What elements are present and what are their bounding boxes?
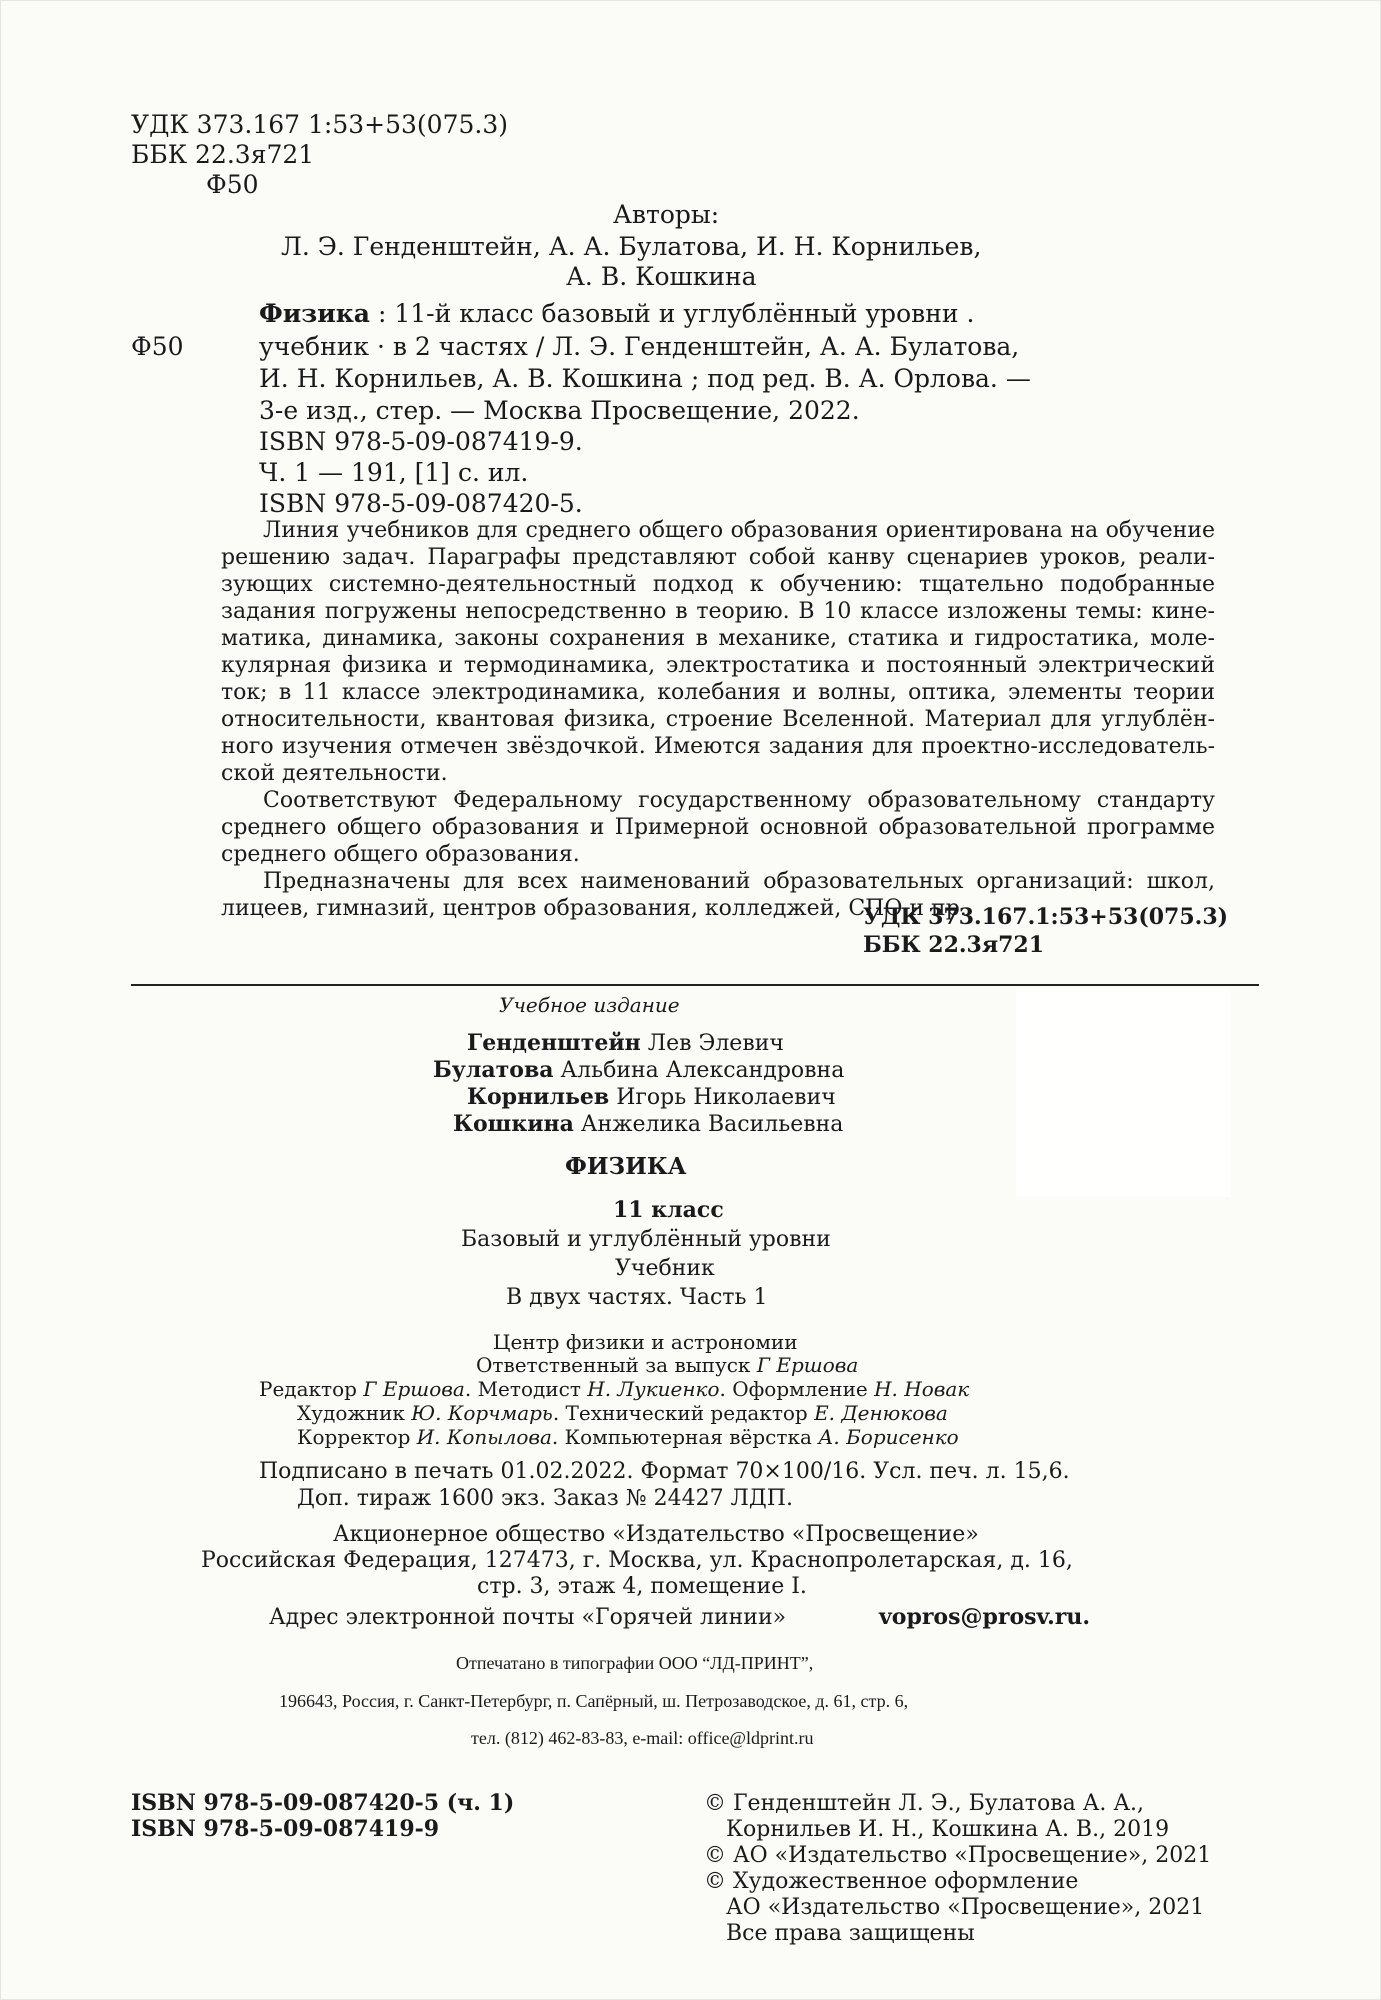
annotation-bbk: ББК 22.3я721 [863, 932, 1045, 958]
responsible-line [476, 1352, 858, 1379]
bib-line-2: учебник · в 2 частях / Л. Э. Генденштейн, А. А. Булатова, [259, 332, 1020, 361]
artist-label: Художник [297, 1401, 412, 1425]
author-surname: Кошкина [453, 1111, 574, 1137]
printer-contacts: тел. (812) 462-83-83, e-mail: office@ldprint.ru [471, 1728, 814, 1748]
bib-title-line [259, 298, 1209, 330]
artist-name: Ю. Корчмарь [411, 1401, 553, 1425]
design-label: . Оформление [719, 1377, 875, 1401]
author-surname: Корнильев [467, 1084, 610, 1110]
annotation-line: задания погружены непосредственно в теорию. В 10 классе изложены темы: кине- [221, 599, 1215, 624]
author-given-names: Альбина Александровна [553, 1058, 845, 1083]
center: Центр физики и астрономии [493, 1330, 798, 1354]
annotation-line: решению задач. Параграфы представляют собой канву сценариев уроков, реали- [221, 545, 1215, 570]
author-given-names: Анжелика Васильевна [573, 1112, 844, 1137]
book-grade: 11 класс [613, 1197, 724, 1223]
annotation-line: кулярная физика и термодинамика, электростатика и постоянный электрический [221, 653, 1215, 678]
annotation-line: относительности, квантовая физика, строение Вселенной. Материал для углублён- [221, 707, 1215, 732]
bib-part: Ч. 1 — 191, [1] с. ил. [259, 458, 529, 487]
design-name: Н. Новак [874, 1377, 970, 1401]
responsible-label: Ответственный за выпуск [476, 1353, 757, 1377]
copyright-line: Корнильев И. Н., Кошкина А. В., 2019 [726, 1817, 1170, 1842]
printed-at: Отпечатано в типографии ООО “ЛД-ПРИНТ”, [456, 1653, 814, 1673]
responsible-person: Г Ершова [756, 1353, 859, 1377]
authors-line-1: Л. Э. Генденштейн, А. А. Булатова, И. Н. Корнильев, [281, 232, 982, 261]
signed-line: Подписано в печать 01.02.2022. Формат 70×100/16. Усл. печ. л. 15,6. [259, 1459, 1070, 1484]
annotation-line: Линия учебников для среднего общего образования ориентирована на обучение [263, 518, 1215, 543]
layout-label: . Компьютерная вёрстка [551, 1425, 819, 1449]
methodist-name: Н. Лукиенко [587, 1377, 720, 1401]
annotation-line: матика, динамика, законы сохранения в механике, статика и гидростатика, моле- [221, 626, 1215, 651]
annotation-line: Предназначены для всех наименований образовательных организаций: школ, [263, 869, 1215, 894]
layout-name: А. Борисенко [818, 1425, 959, 1449]
bib-isbn-2: ISBN 978-5-09-087420-5. [259, 489, 583, 518]
isbn-all: ISBN 978-5-09-087419-9 [131, 1816, 440, 1842]
printer-address: 196643, Россия, г. Санкт-Петербург, п. Сапёрный, ш. Петрозаводское, д. 61, стр. 6, [279, 1691, 909, 1711]
book-level: Базовый и углублённый уровни [461, 1227, 831, 1252]
edition-type: Учебное издание [499, 993, 680, 1017]
annotation-paragraph-1 [223, 517, 1215, 787]
methodist-label: . Методист [464, 1377, 588, 1401]
copyright-line: АО «Издательство «Просвещение», 2021 [726, 1895, 1205, 1920]
annotation-line: ской деятельности. [221, 761, 448, 786]
author-surname: Булатова [433, 1057, 554, 1083]
author-sign: Ф50 [206, 170, 259, 199]
bib-code: Ф50 [131, 332, 184, 361]
copyright-line: © Художественное оформление [704, 1869, 1079, 1894]
hotline-email: vopros@prosv.ru. [879, 1604, 1090, 1630]
copyright-line: © АО «Издательство «Просвещение», 2021 [704, 1843, 1212, 1868]
annotation-line: среднего общего образования и Примерной основной образовательной программе [221, 815, 1215, 840]
tech-editor-label: . Технический редактор [552, 1401, 815, 1425]
isbn-part-1: ISBN 978-5-09-087420-5 (ч. 1) [131, 1790, 515, 1816]
bbk-code: ББК 22.3я721 [131, 140, 315, 169]
annotation-line: среднего общего образования. [221, 842, 580, 867]
bib-title: Физика [259, 299, 371, 328]
bib-line-3: И. Н. Корнильев, А. В. Кошкина ; под ред. В. А. Орлова. — [259, 364, 1031, 393]
annotation-line: Соответствуют Федеральному государственному образовательному стандарту [263, 788, 1215, 813]
authors-line-2: А. В. Кошкина [566, 262, 757, 291]
hotline-label: Адрес электронной почты «Горячей линии» [269, 1605, 787, 1630]
book-title: ФИЗИКА [565, 1153, 687, 1180]
corrector-line [297, 1424, 959, 1451]
publisher-address-2: стр. 3, этаж 4, помещение I. [477, 1574, 807, 1599]
bib-title-rest: : 11-й класс базовый и углублённый уровни . [370, 299, 975, 328]
editors-line [259, 1376, 969, 1403]
artists-line [297, 1400, 948, 1427]
tech-editor-name: Е. Денюкова [814, 1401, 948, 1425]
publisher-address-1: Российская Федерация, 127473, г. Москва, ул. Краснопролетарская, д. 16, [201, 1548, 1073, 1573]
annotation-line: ток; в 11 классе электродинамика, колебания и волны, оптика, элементы теории [221, 680, 1215, 705]
author-given-names: Игорь Николаевич [609, 1085, 836, 1110]
editor-label: Редактор [259, 1377, 364, 1401]
copyright-line: Все права защищены [726, 1921, 975, 1946]
publisher: Акционерное общество «Издательство «Просвещение» [333, 1522, 979, 1547]
corrector-name: И. Копылова [416, 1425, 552, 1449]
authors-label: Авторы: [613, 200, 720, 229]
bib-line-4: 3-е изд., стер. — Москва Просвещение, 2022. [259, 396, 860, 425]
udk-code: УДК 373.167 1:53+53(075.3) [131, 110, 508, 139]
book-parts: В двух частях. Часть 1 [506, 1285, 768, 1310]
imprint-author [433, 1057, 844, 1084]
author-given-names: Лев Элевич [640, 1031, 784, 1056]
author-surname: Генденштейн [467, 1030, 641, 1056]
blank-patch [1016, 989, 1231, 1197]
bib-isbn-1: ISBN 978-5-09-087419-9. [259, 427, 583, 456]
annotation-line: лицеев, гимназий, центров образования, колледжей, СПО и пр. [221, 896, 967, 921]
divider-rule [131, 984, 1259, 986]
annotation-udk: УДК 373.167.1:53+53(075.3) [863, 904, 1229, 930]
annotation-line: ного изучения отмечен звёздочкой. Имеются задания для проектно-исследователь- [221, 734, 1215, 759]
imprint-author [453, 1111, 843, 1138]
corrector-label: Корректор [297, 1425, 417, 1449]
annotation [223, 517, 1215, 922]
imprint-author [467, 1030, 784, 1057]
annotation-paragraph-2 [223, 787, 1215, 868]
imprint-author [467, 1084, 836, 1111]
print-run: Доп. тираж 1600 экз. Заказ № 24427 ЛДП. [297, 1486, 793, 1511]
book-kind: Учебник [615, 1256, 715, 1281]
editor-name: Г Ершова [363, 1377, 465, 1401]
annotation-line: зующих системно-деятельностный подход к обучению: тщательно подобранные [221, 572, 1215, 597]
copyright-line: © Генденштейн Л. Э., Булатова А. А., [704, 1791, 1144, 1816]
